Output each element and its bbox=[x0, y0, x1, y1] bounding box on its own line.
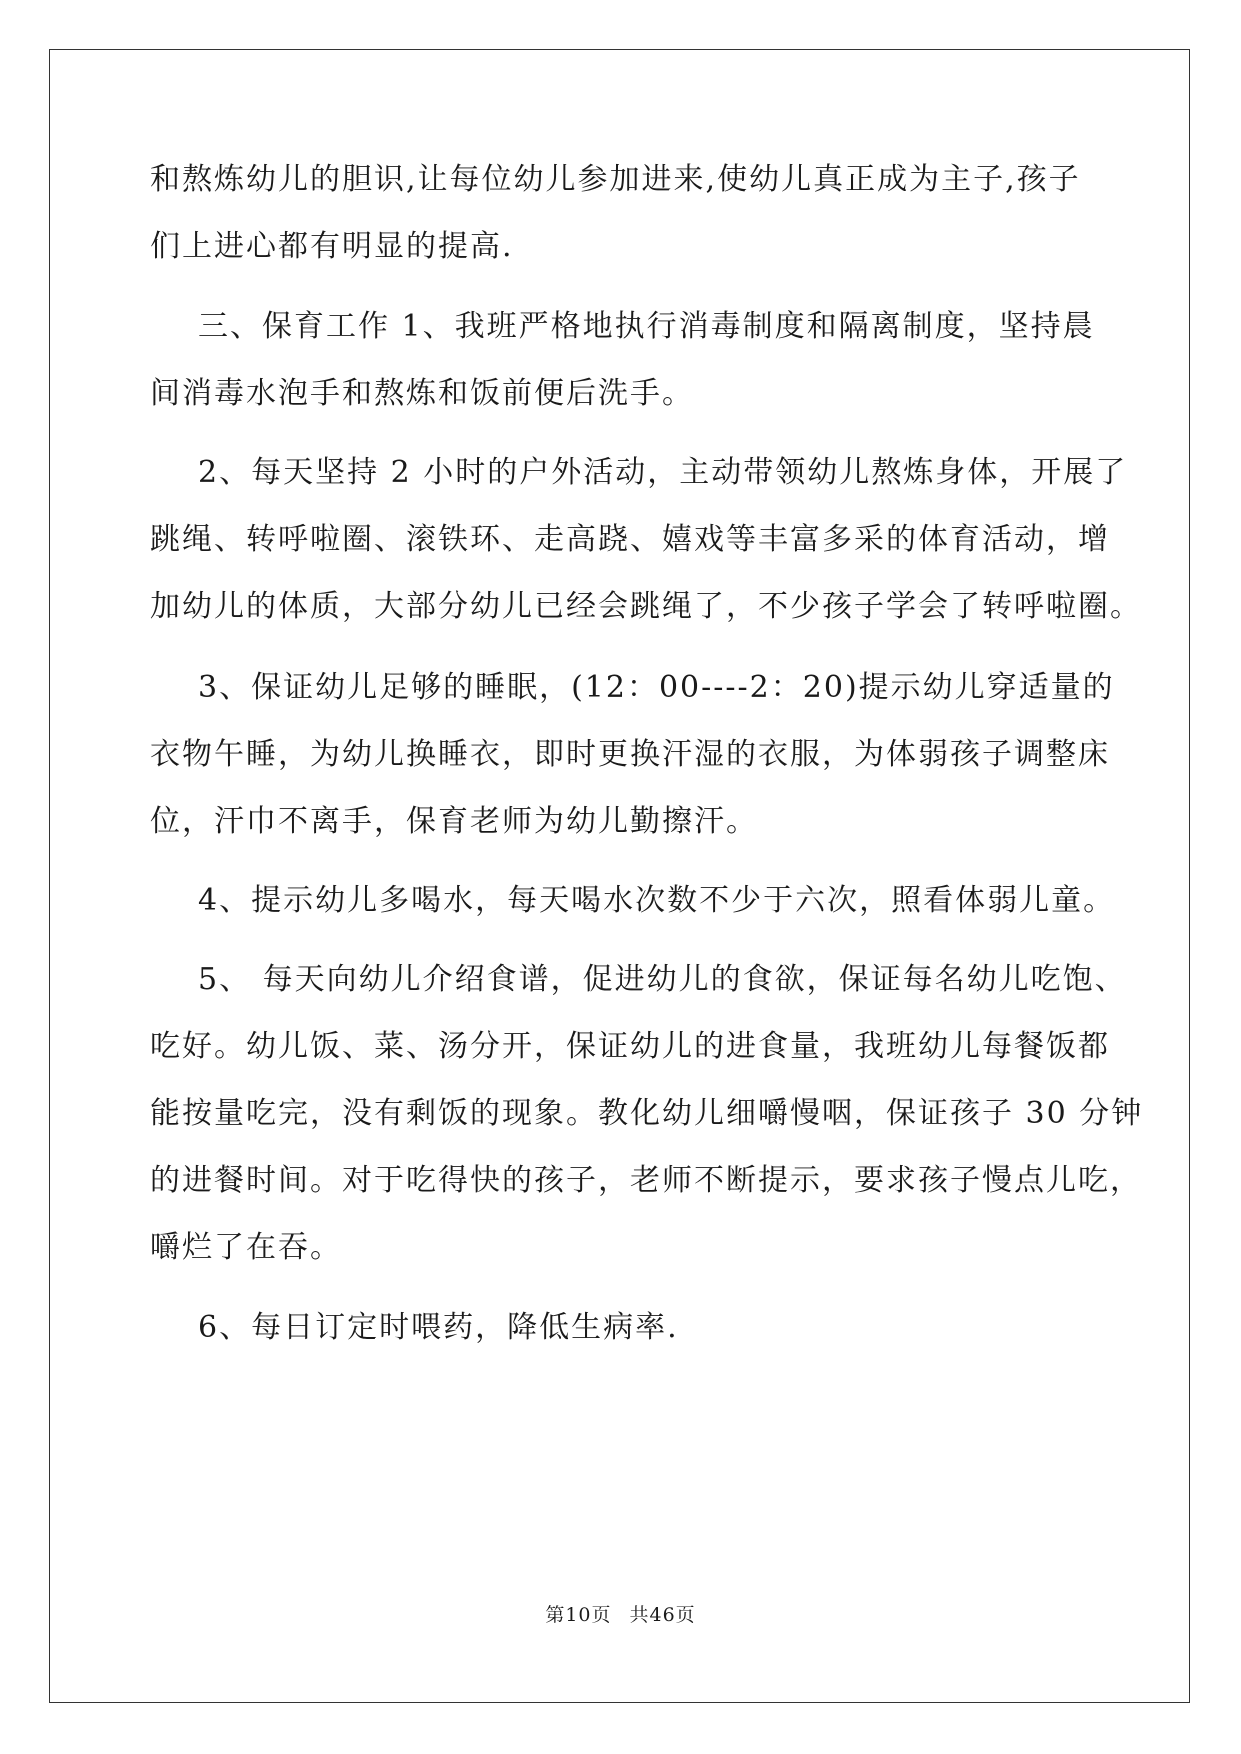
text-line: 的进餐时间。对于吃得快的孩子，老师不断提示，要求孩子慢点儿吃， bbox=[150, 1163, 1142, 1198]
text-line: 嚼烂了在吞。 bbox=[150, 1230, 342, 1265]
text-line: 衣物午睡，为幼儿换睡衣，即时更换汗湿的衣服，为体弱孩子调整床 bbox=[150, 737, 1110, 772]
text-line: 和熬炼幼儿的胆识,让每位幼儿参加进来,使幼儿真正成为主子,孩子 bbox=[150, 162, 1081, 197]
text-line: 位，汗巾不离手，保育老师为幼儿勤擦汗。 bbox=[150, 804, 758, 839]
total-page-count: 共46页 bbox=[629, 1604, 696, 1626]
text-line: 三、保育工作 1、我班严格地执行消毒制度和隔离制度，坚持晨 bbox=[198, 309, 1095, 344]
text-line: 3、保证幼儿足够的睡眠，(12：00----2：20)提示幼儿穿适量的 bbox=[198, 670, 1115, 705]
text-line: 能按量吃完，没有剩饭的现象。教化幼儿细嚼慢咽，保证孩子 30 分钟 bbox=[150, 1096, 1144, 1131]
text-line: 加幼儿的体质，大部分幼儿已经会跳绳了，不少孩子学会了转呼啦圈。 bbox=[150, 589, 1142, 624]
text-line: 跳绳、转呼啦圈、滚铁环、走高跷、嬉戏等丰富多采的体育活动，增 bbox=[150, 522, 1110, 557]
current-page-number: 第10页 bbox=[545, 1604, 612, 1626]
text-line: 5、 每天向幼儿介绍食谱，促进幼儿的食欲，保证每名幼儿吃饱、 bbox=[198, 962, 1127, 997]
text-line: 间消毒水泡手和熬炼和饭前便后洗手。 bbox=[150, 376, 694, 411]
text-line: 们上进心都有明显的提高. bbox=[150, 229, 514, 264]
text-line: 吃好。幼儿饭、菜、汤分开，保证幼儿的进食量，我班幼儿每餐饭都 bbox=[150, 1029, 1110, 1064]
text-line: 6、每日订定时喂药，降低生病率. bbox=[198, 1310, 679, 1345]
text-line: 4、提示幼儿多喝水，每天喝水次数不少于六次，照看体弱儿童。 bbox=[198, 883, 1116, 918]
text-line: 2、每天坚持 2 小时的户外活动，主动带领幼儿熬炼身体，开展了 bbox=[198, 455, 1128, 490]
page-footer bbox=[0, 1600, 1241, 1627]
page-border bbox=[49, 49, 1190, 1703]
